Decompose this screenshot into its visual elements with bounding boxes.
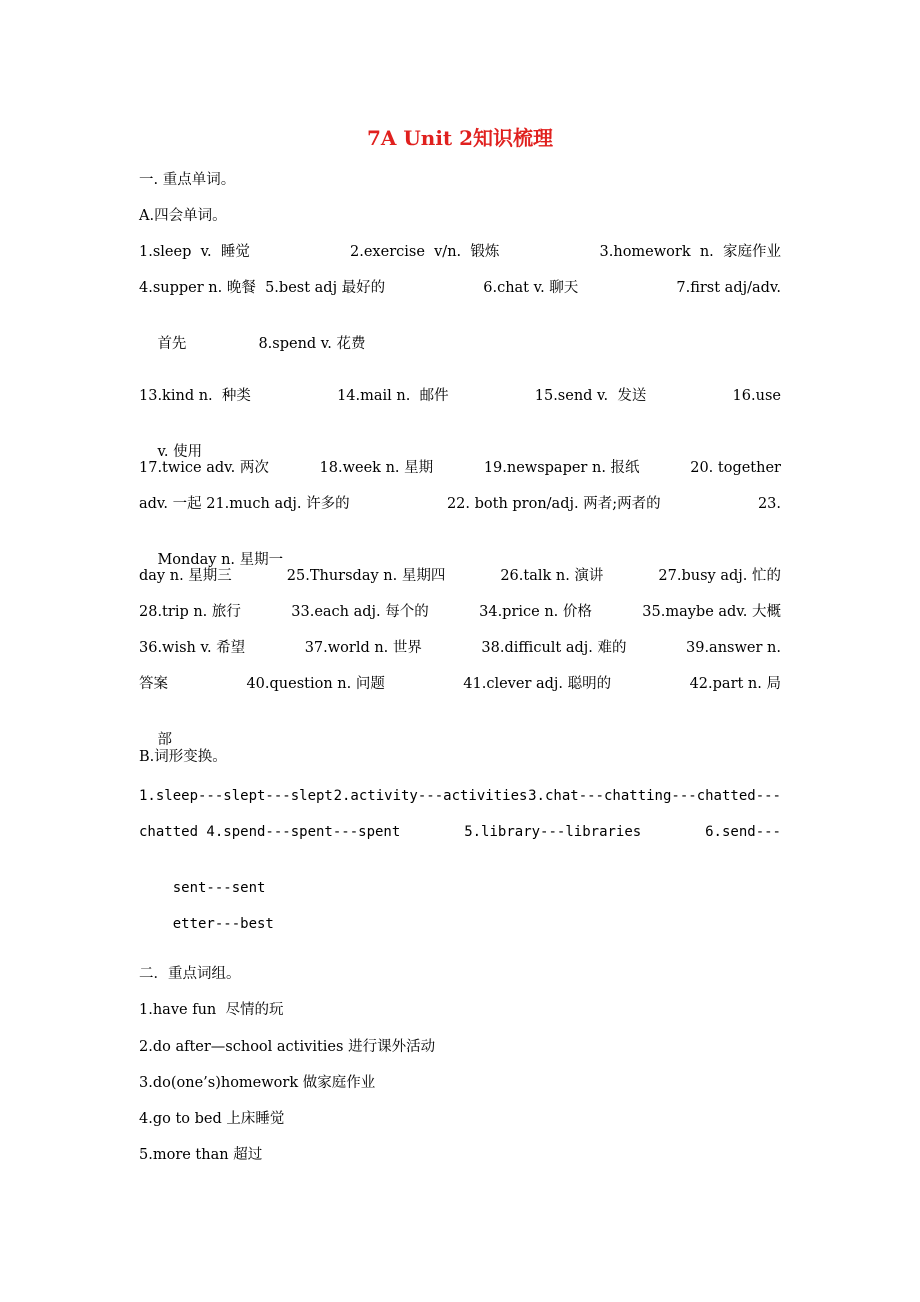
vocab-item: 37.world n. 世界 (304, 640, 422, 656)
vocab-item: 17.twice adv. 两次 (139, 460, 269, 476)
vocab-row (139, 566, 781, 586)
vocab-row (139, 242, 781, 262)
vocab-row (139, 386, 781, 406)
vocab-item: 23. (757, 496, 781, 512)
vocab-item: 3.homework n. 家庭作业 (599, 244, 781, 260)
vocab-item: 27.busy adj. 忙的 (658, 568, 781, 584)
form-item: 6.send--- (705, 824, 781, 840)
vocab-item: 36.wish v. 希望 (139, 640, 246, 656)
vocab-item: 34.price n. 价格 (479, 604, 592, 620)
form-item: sent---sent (172, 880, 266, 896)
vocab-item: 22. both pron/adj. 两者;两者的 (446, 496, 661, 512)
vocab-item: 1.sleep v. 睡觉 (139, 244, 250, 260)
vocab-row (139, 602, 781, 622)
vocab-row (139, 458, 781, 478)
form-item: 1.sleep---slept---slept (139, 788, 333, 804)
form-item: 3.chat---chatting---chatted--- (528, 788, 781, 804)
vocab-row (139, 278, 781, 298)
vocab-item: 39.answer n. (686, 640, 781, 656)
vocab-row (139, 314, 781, 374)
vocab-item: 14.mail n. 邮件 (337, 388, 449, 404)
vocab-item: 7.first adj/adv. (676, 280, 781, 296)
vocab-item: 20. together (690, 460, 781, 476)
forms-row (139, 894, 781, 954)
vocab-item: Monday n. 星期一 (157, 552, 284, 568)
vocab-item: 42.part n. 局 (689, 676, 781, 692)
vocab-item: 13.kind n. 种类 (139, 388, 251, 404)
vocab-row (139, 674, 781, 694)
vocab-item: 首先 (157, 336, 187, 352)
vocab-item: v. 使用 (157, 444, 203, 460)
vocab-item: 38.difficult adj. 难的 (481, 640, 627, 656)
subsection-heading-a: A.四会单词。 (139, 208, 227, 224)
forms-row (139, 786, 781, 806)
vocab-item: 26.talk n. 演讲 (500, 568, 604, 584)
vocab-item: 答案 (139, 676, 168, 692)
vocab-item: 18.week n. 星期 (319, 460, 434, 476)
subsection-heading-b: B.词形变换。 (139, 749, 227, 765)
vocab-item: 4.supper n. 晚餐 5.best adj 最好的 (139, 280, 386, 296)
vocab-row (139, 638, 781, 658)
vocab-item: 35.maybe adv. 大概 (642, 604, 781, 620)
phrase-item: 4.go to bed 上床睡觉 (139, 1111, 285, 1127)
vocab-item: adv. 一起 21.much adj. 许多的 (139, 496, 350, 512)
phrase-item: 3.do(one’s)homework 做家庭作业 (139, 1075, 376, 1091)
vocab-item: 8.spend v. 花费 (258, 336, 366, 352)
vocab-item: 28.trip n. 旅行 (139, 604, 241, 620)
form-item: etter---best (172, 916, 274, 932)
phrase-item: 5.more than 超过 (139, 1147, 263, 1163)
vocab-item: 19.newspaper n. 报纸 (483, 460, 640, 476)
vocab-item: 41.clever adj. 聪明的 (463, 676, 612, 692)
phrase-item: 2.do after—school activities 进行课外活动 (139, 1039, 436, 1055)
vocab-item: day n. 星期三 (139, 568, 232, 584)
page-title: 7A Unit 2知识梳理 (366, 126, 554, 150)
form-item: 5.library---libraries (464, 824, 642, 840)
vocab-item: 15.send v. 发送 (534, 388, 647, 404)
vocab-item: 40.question n. 问题 (246, 676, 385, 692)
vocab-row (139, 494, 781, 514)
vocab-item: 2.exercise v/n. 锻炼 (350, 244, 500, 260)
vocab-item: 部 (157, 732, 172, 748)
section-heading-key-words: 一. 重点单词。 (139, 172, 236, 188)
section-heading-key-phrases: 二．重点词组。 (139, 966, 241, 982)
vocab-item: 16.use (732, 388, 781, 404)
vocab-item: 6.chat v. 聊天 (483, 280, 579, 296)
form-item: 2.activity---activities (333, 788, 528, 804)
vocab-item: 33.each adj. 每个的 (291, 604, 429, 620)
form-item: chatted 4.spend---spent---spent (139, 824, 401, 840)
forms-row (139, 822, 781, 842)
phrase-item: 1.have fun 尽情的玩 (139, 1002, 284, 1018)
vocab-item: 25.Thursday n. 星期四 (286, 568, 446, 584)
